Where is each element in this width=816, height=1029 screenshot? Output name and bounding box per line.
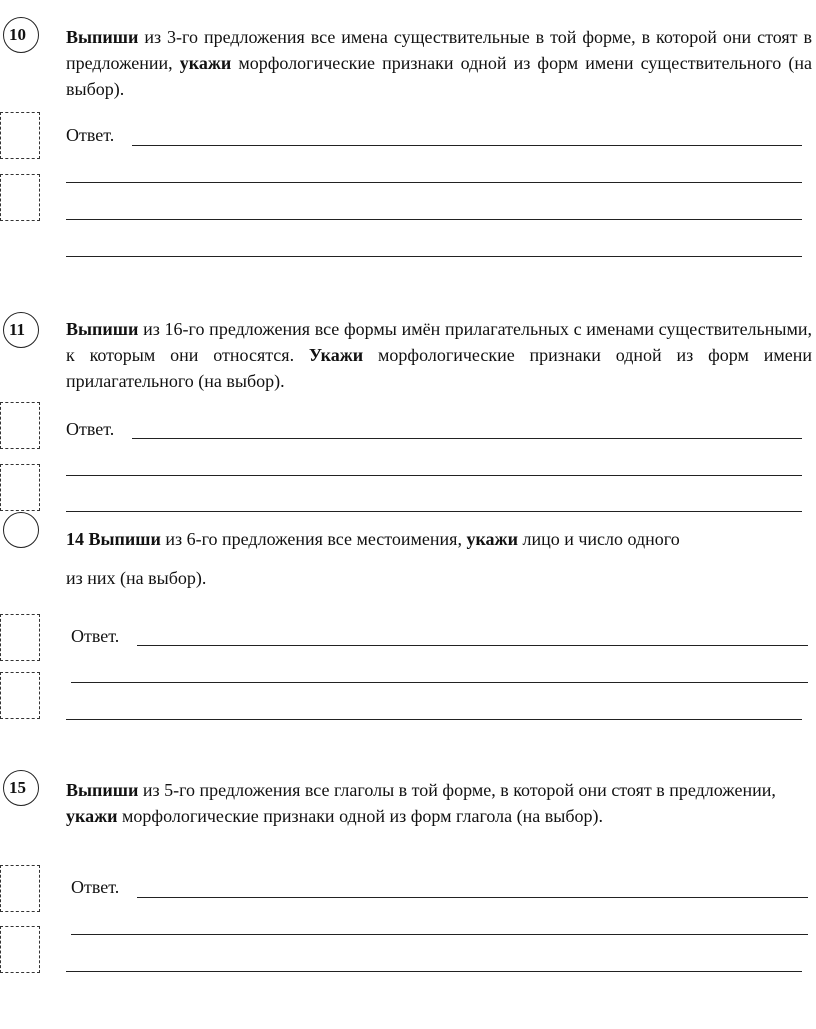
task-text-part: из 16-го предложения все формы имён прилагательных с именами существительными, к которым они относятся. — [66, 319, 812, 365]
answer-box[interactable] — [0, 112, 40, 159]
answer-box[interactable] — [0, 672, 40, 719]
task-verb: укажи — [466, 529, 518, 549]
answer-line[interactable] — [66, 182, 802, 183]
task-verb: Выпиши — [66, 780, 139, 800]
task-number: 15 — [9, 778, 26, 797]
task-text-part: из 5-го предложения все глаголы в той форме, в которой они стоят в предложении, — [138, 780, 776, 800]
task-verb: Выпиши — [66, 27, 139, 47]
answer-label: Ответ. — [71, 626, 120, 646]
answer-line[interactable] — [137, 897, 808, 898]
answer-label: Ответ. — [71, 877, 120, 897]
answer-line[interactable] — [71, 934, 808, 935]
task-number-circle — [3, 770, 39, 806]
task-text-part: морфологические признаки одной из форм имени существительного (на выбор). — [66, 53, 813, 99]
answer-label: Ответ. — [66, 419, 115, 439]
task-text-part: из 6-го предложения все местоимения, — [160, 529, 467, 549]
answer-label: Ответ. — [66, 125, 115, 145]
task-number: 10 — [9, 25, 26, 44]
task-text-part: морфологические признаки одной из форм имени прилагательного (на выбор). — [66, 345, 812, 391]
answer-line[interactable] — [132, 438, 802, 439]
answer-box[interactable] — [0, 865, 40, 912]
task-text — [66, 526, 812, 552]
answer-line[interactable] — [66, 719, 802, 720]
answer-line[interactable] — [132, 145, 802, 146]
answer-box[interactable] — [0, 464, 40, 511]
task-number-circle — [3, 512, 39, 548]
answer-line[interactable] — [66, 511, 802, 512]
task-text-part: лицо и число одного — [517, 529, 680, 549]
task-verb: Укажи — [308, 345, 364, 365]
answer-line[interactable] — [71, 682, 808, 683]
task-text-part: морфологические признаки одной из форм глагола (на выбор). — [117, 806, 603, 826]
task-text — [66, 777, 806, 829]
task-lead: 14 Выпиши — [66, 529, 161, 549]
answer-line[interactable] — [66, 475, 802, 476]
answer-box[interactable] — [0, 402, 40, 449]
task-number-circle — [3, 17, 39, 53]
task-number-circle — [3, 312, 39, 348]
task-text — [66, 316, 812, 394]
answer-line[interactable] — [66, 256, 802, 257]
task-verb: Выпиши — [66, 319, 139, 339]
answer-box[interactable] — [0, 614, 40, 661]
task-text — [66, 24, 812, 102]
task-verb: укажи — [66, 806, 118, 826]
answer-line[interactable] — [66, 219, 802, 220]
answer-box[interactable] — [0, 174, 40, 221]
task-text-line2: из них (на выбор). — [66, 568, 207, 588]
task-number: 11 — [9, 320, 26, 339]
answer-line[interactable] — [66, 971, 802, 972]
task-verb: укажи — [179, 53, 232, 73]
answer-line[interactable] — [137, 645, 808, 646]
task-text-part: из 3-го предложения все имена существительные в той форме, в которой они стоят в предложении, — [66, 27, 812, 73]
answer-box[interactable] — [0, 926, 40, 973]
